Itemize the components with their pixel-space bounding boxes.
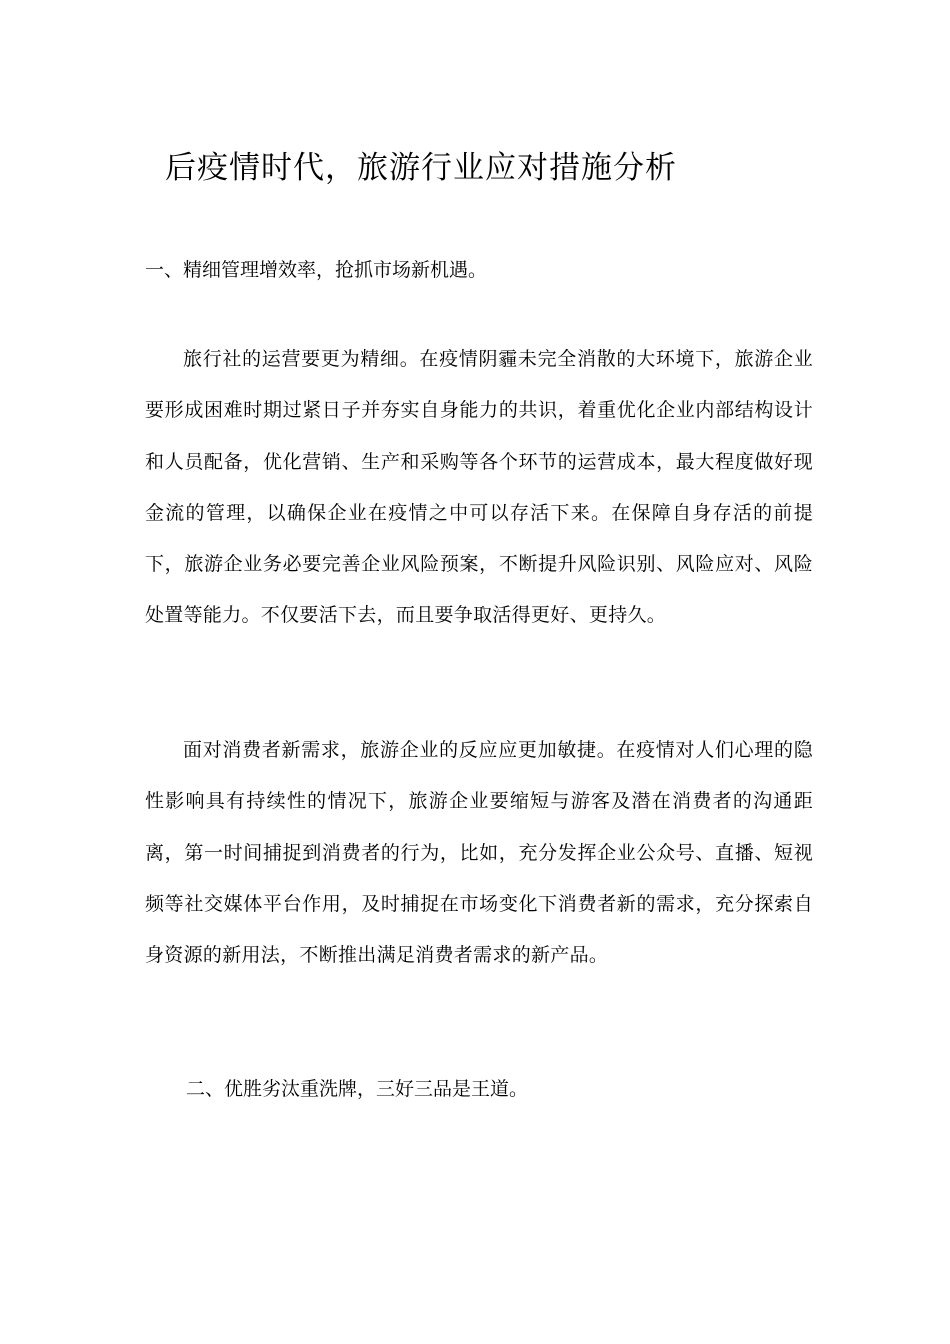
section-heading-2: 二、优胜劣汰重洗牌，三好三品是王道。 [186,1078,529,1100]
section-1-paragraph-1: 旅行社的运营要更为精细。在疫情阴霾未完全消散的大环境下，旅游企业要形成困难时期过紧日子并夯实自身能力的共识，着重优化企业内部结构设计和人员配备，优化营销、生产和采购等各个环节的运营成本，最大程度做好现金流的管理，以确保企业在疫情之中可以存活下来。在保障自身存活的前提下，旅游企业务必要完善企业风险预案，不断提升风险识别、风险应对、风险处置等能力。不仅要活下去，而且要争取活得更好、更持久。 [145,348,813,627]
section-1-paragraph-2: 面对消费者新需求，旅游企业的反应应更加敏捷。在疫情对人们心理的隐性影响具有持续性的情况下，旅游企业要缩短与游客及潜在消费者的沟通距离，第一时间捕捉到消费者的行为，比如，充分发挥企业公众号、直播、短视频等社交媒体平台作用，及时捕捉在市场变化下消费者新的需求，充分探索自身资源的新用法，不断推出满足消费者需求的新产品。 [145,739,813,967]
document-title: 后疫情时代，旅游行业应对措施分析 [165,150,677,186]
section-heading-1: 一、精细管理增效率，抢抓市场新机遇。 [145,259,488,281]
